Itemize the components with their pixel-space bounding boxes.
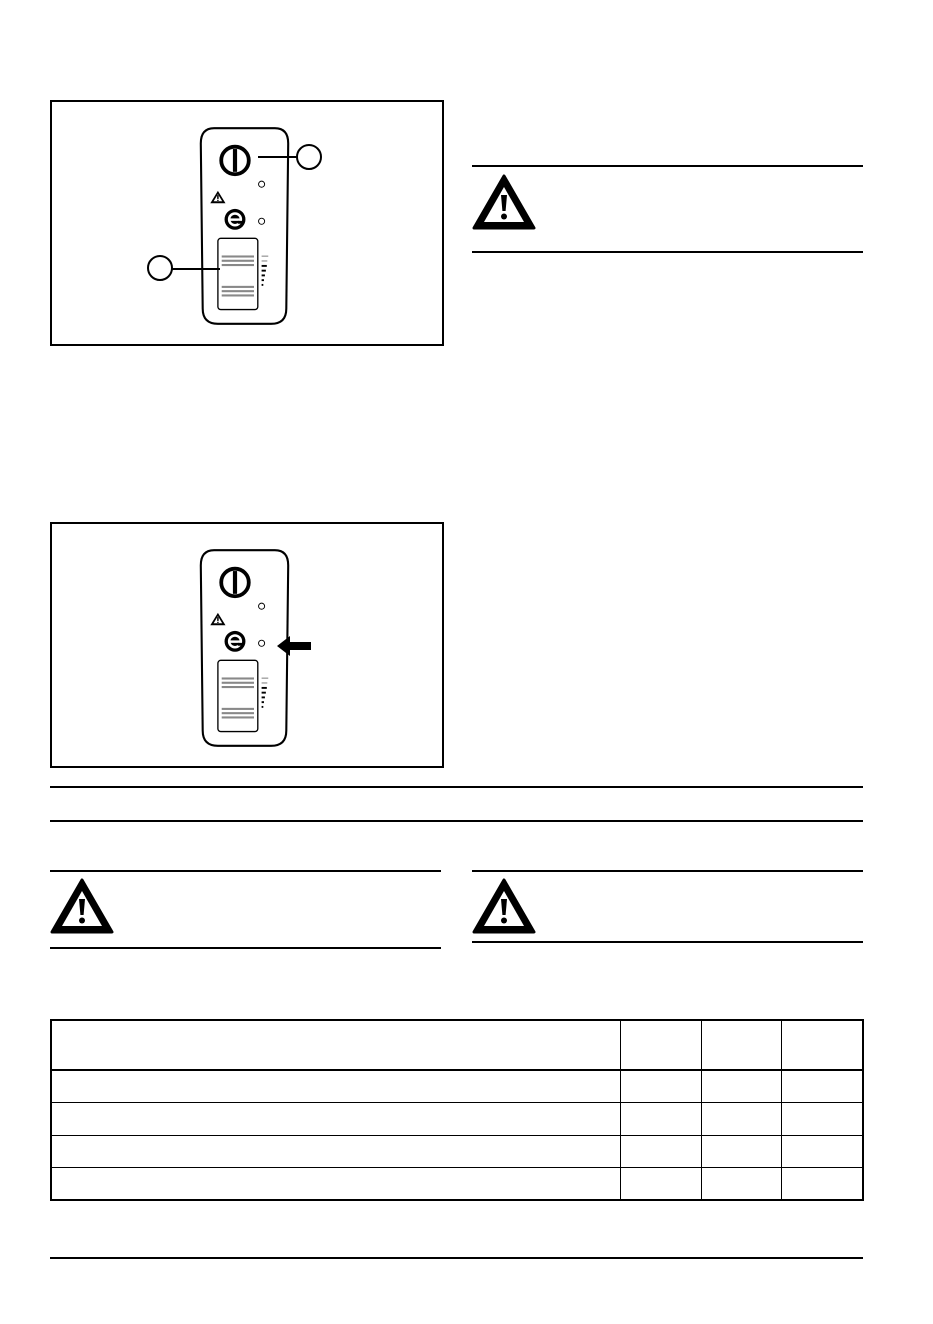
figure-control-panel-1 [50, 100, 444, 346]
table-row [51, 1070, 863, 1103]
table-cell [620, 1168, 701, 1201]
table-cell [701, 1070, 782, 1103]
table-header-cell [701, 1020, 782, 1070]
table-cell [51, 1135, 620, 1168]
table-row [51, 1135, 863, 1168]
table-cell [51, 1168, 620, 1201]
table-cell [51, 1070, 620, 1103]
warning-box-top-rule [50, 870, 441, 872]
table-cell [620, 1103, 701, 1136]
table-header-row [51, 1020, 863, 1070]
table-row [51, 1168, 863, 1201]
section-rule-bottom [50, 820, 863, 822]
table-cell [782, 1070, 863, 1103]
warning-box-bottom-rule [472, 251, 863, 253]
callout-1 [296, 144, 322, 170]
warning-triangle-icon [50, 877, 114, 935]
figure-control-panel-2 [50, 522, 444, 768]
warning-box-bottom-rule [50, 947, 441, 949]
footer-rule [50, 1257, 863, 1259]
table-cell [782, 1135, 863, 1168]
warning-box-top-rule [472, 165, 863, 167]
table-cell [701, 1135, 782, 1168]
table-cell [620, 1070, 701, 1103]
table-row [51, 1103, 863, 1136]
table-cell [782, 1168, 863, 1201]
table-cell [620, 1135, 701, 1168]
table-cell [782, 1103, 863, 1136]
table-cell [701, 1168, 782, 1201]
table-header-cell [782, 1020, 863, 1070]
table-header-cell [51, 1020, 620, 1070]
table-cell [701, 1103, 782, 1136]
table-cell [51, 1103, 620, 1136]
warning-box-top-rule [472, 870, 863, 872]
callout-leader-line [258, 156, 298, 158]
table-header-cell [620, 1020, 701, 1070]
callout-2 [147, 255, 173, 281]
control-panel-illustration [197, 121, 292, 331]
arrow-left-icon [276, 635, 312, 657]
warning-triangle-icon [472, 173, 536, 231]
warning-box-bottom-rule [472, 941, 863, 943]
warning-triangle-icon [472, 877, 536, 935]
callout-leader-line [172, 268, 220, 270]
section-rule-top [50, 786, 863, 788]
maintenance-schedule-table [50, 1019, 864, 1201]
